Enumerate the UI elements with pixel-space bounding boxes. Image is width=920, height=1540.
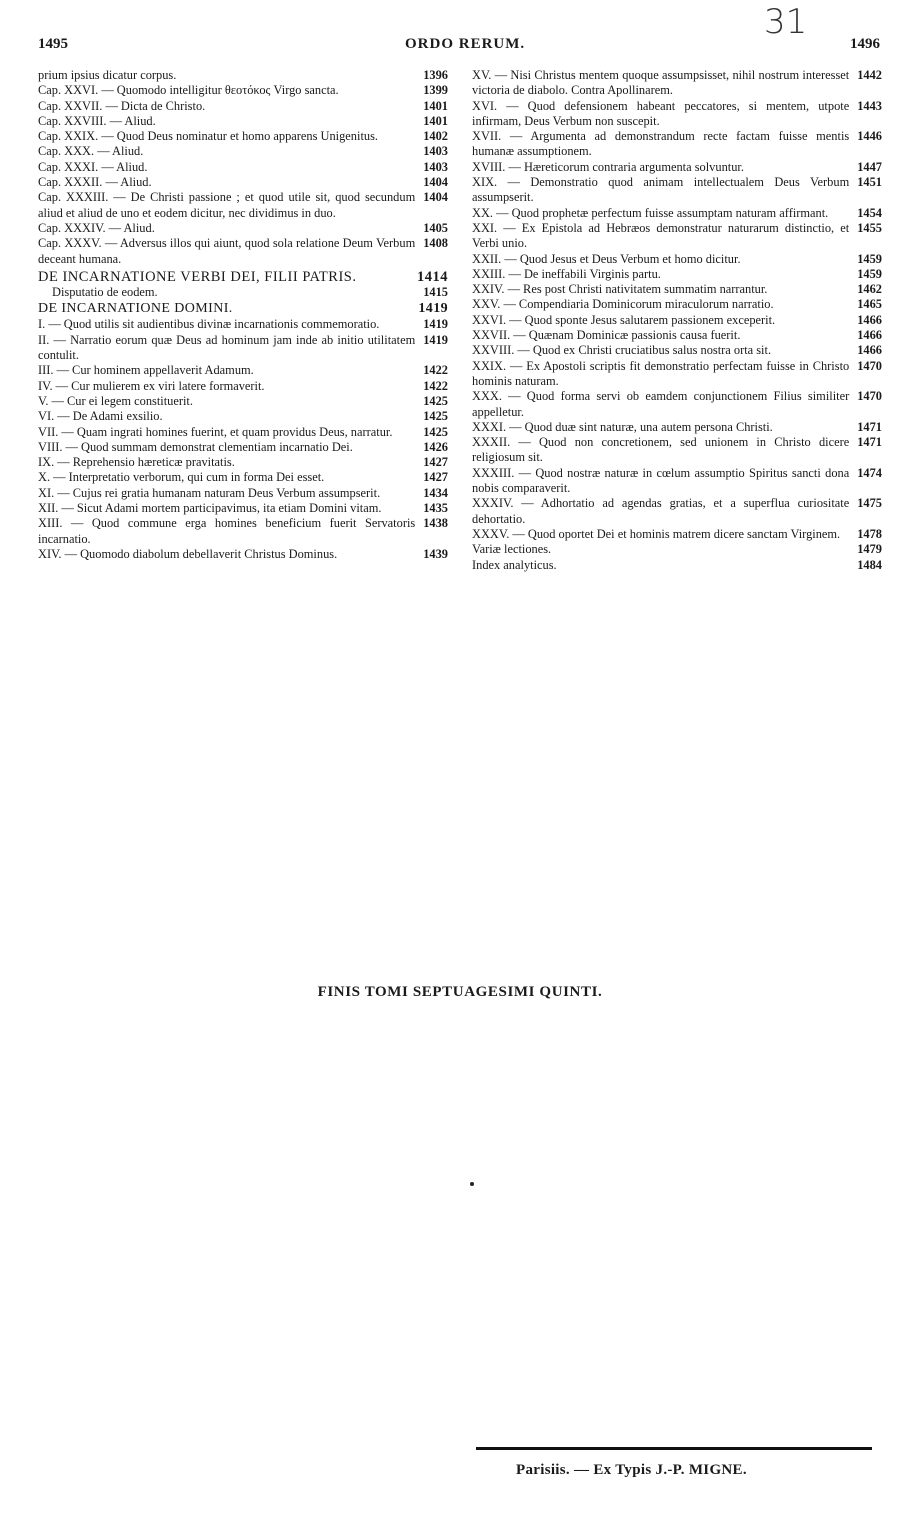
toc-entry	[38, 160, 448, 175]
toc-page-number: 1401	[423, 98, 448, 113]
toc-entry-text: XX. — Quod prophetæ perfectum fuisse assumptam naturam affirmant.	[472, 205, 829, 220]
toc-entry	[38, 301, 448, 316]
toc-entry	[38, 501, 448, 516]
toc-entry	[38, 547, 448, 562]
toc-page-number: 1459	[857, 251, 882, 266]
toc-page-number: 1425	[423, 409, 448, 424]
toc-page-number: 1427	[423, 470, 448, 485]
toc-entry-text: XII. — Sicut Adami mortem participavimus, ita etiam Domini vitam.	[38, 501, 382, 516]
toc-entry-text: XXVIII. — Quod ex Christi cruciatibus salus nostra orta sit.	[472, 343, 772, 358]
toc-page-number: 1471	[857, 419, 882, 434]
toc-entry	[38, 394, 448, 409]
printer-imprint: Parisiis. — Ex Typis J.-P. MIGNE.	[516, 1462, 747, 1478]
toc-entry	[38, 470, 448, 485]
toc-page-number: 1419	[418, 301, 448, 317]
toc-entry-text: IX. — Reprehensio hæreticæ pravitatis.	[38, 455, 235, 470]
toc-entry	[472, 496, 882, 527]
toc-entry	[472, 99, 882, 130]
toc-entry	[38, 114, 448, 129]
toc-entry-text: Cap. XXXIII. — De Christi passione ; et quod utile sit, quod secundum aliud et aliud de uno et eodem dicitur, nec dividimus in duo.	[38, 190, 416, 220]
toc-page-number: 1471	[857, 435, 882, 450]
toc-entry-text: Cap. XXXIV. — Aliud.	[38, 220, 155, 235]
toc-entry	[38, 379, 448, 394]
toc-entry	[38, 190, 448, 221]
toc-entry-text: XXX. — Quod forma servi ob eamdem conjunctionem Filius similiter appelletur.	[472, 389, 850, 419]
toc-page-number: 1479	[857, 542, 882, 557]
toc-page-number: 1425	[423, 424, 448, 439]
toc-entry-text: VIII. — Quod summam demonstrat clementiam incarnatio Dei.	[38, 439, 353, 454]
toc-entry-text: XXXI. — Quod duæ sint naturæ, una autem persona Christi.	[472, 419, 773, 434]
toc-entry	[472, 206, 882, 221]
toc-page-number: 1438	[423, 516, 448, 531]
toc-entry-text: XV. — Nisi Christus mentem quoque assumpsisset, nihil nostrum interesset victoria de diabolo. Contra Apollinarem.	[472, 68, 850, 98]
toc-page-number: 1419	[423, 317, 448, 332]
toc-entry	[472, 542, 882, 557]
toc-page-number: 1466	[857, 312, 882, 327]
toc-entry-text: XIX. — Demonstratio quod animam intellectualem Deus Verbum assumpserit.	[472, 175, 850, 205]
toc-page-number: 1425	[423, 393, 448, 408]
toc-page-number: 1404	[423, 175, 448, 190]
toc-entry-text: Cap. XXXV. — Adversus illos qui aiunt, quod sola relatione Deum Verbum deceant humana.	[38, 236, 416, 266]
toc-page-number: 1396	[423, 68, 448, 82]
toc-entry-text: XVI. — Quod defensionem habeant peccatores, si mentem, utpote infirmam, Deus Verbum non suscepit.	[472, 98, 850, 128]
toc-page-number: 1470	[857, 389, 882, 404]
toc-page-number: 1475	[857, 496, 882, 511]
toc-page-number: 1434	[423, 485, 448, 500]
toc-page-number: 1484	[857, 557, 882, 572]
stray-mark	[470, 1182, 474, 1186]
toc-entry	[38, 236, 448, 267]
imprint-rule	[476, 1447, 872, 1450]
right-column	[472, 68, 882, 573]
toc-page-number: 1447	[857, 159, 882, 174]
toc-entry	[38, 486, 448, 501]
toc-entry-text: XVII. — Argumenta ad demonstrandum recte factam fuisse mentis humanæ assumptionem.	[472, 129, 850, 159]
toc-entry-text: X. — Interpretatio verborum, qui cum in forma Dei esset.	[38, 470, 325, 485]
toc-entry-text: Cap. XXVI. — Quomodo intelligitur θεοτόκος Virgo sancta.	[38, 83, 339, 98]
toc-page-number: 1414	[417, 268, 448, 285]
toc-page-number: 1466	[857, 343, 882, 358]
toc-entry-text: III. — Cur hominem appellaverit Adamum.	[38, 363, 254, 378]
toc-page-number: 1454	[857, 205, 882, 220]
toc-entry	[38, 269, 448, 285]
toc-entry-text: XXIX. — Ex Apostoli scriptis fit demonstratio perfectam fuisse in Christo hominis naturam.	[472, 358, 850, 388]
toc-entry-text: XXVII. — Quænam Dominicæ passionis causa fuerit.	[472, 328, 741, 343]
running-header	[38, 36, 880, 56]
toc-page-number: 1426	[423, 439, 448, 454]
toc-entry	[472, 252, 882, 267]
toc-entry-text: XXIV. — Res post Christi nativitatem summatim narrantur.	[472, 282, 768, 297]
toc-page-number: 1466	[857, 328, 882, 343]
toc-entry	[38, 516, 448, 547]
toc-page-number: 1439	[423, 546, 448, 561]
toc-entry	[38, 129, 448, 144]
toc-entry-text: Cap. XXVIII. — Aliud.	[38, 113, 156, 128]
toc-entry	[472, 221, 882, 252]
toc-page-number: 1455	[857, 220, 882, 235]
toc-entry	[472, 175, 882, 206]
toc-entry	[472, 527, 882, 542]
toc-entry	[472, 129, 882, 160]
finis-line: FINIS TOMI SEPTUAGESIMI QUINTI.	[317, 984, 603, 1000]
toc-entry-text: I. — Quod utilis sit audientibus divinæ incarnationis commemoratio.	[38, 317, 380, 332]
toc-page-number: 1474	[857, 465, 882, 480]
toc-entry-text: Cap. XXX. — Aliud.	[38, 144, 144, 159]
toc-page-number: 1427	[423, 455, 448, 470]
toc-entry	[38, 285, 448, 300]
right-page-number: 1496	[850, 36, 880, 52]
toc-page-number: 1404	[423, 190, 448, 205]
toc-entry-text: DE INCARNATIONE VERBI DEI, FILII PATRIS.	[38, 268, 357, 285]
toc-entry-text: XI. — Cujus rei gratia humanam naturam Deus Verbum assumpserit.	[38, 485, 381, 500]
left-page-number: 1495	[38, 36, 68, 52]
running-title: ORDO RERUM.	[405, 36, 526, 52]
toc-entry-text: Cap. XXVII. — Dicta de Christo.	[38, 98, 206, 113]
toc-entry	[472, 558, 882, 573]
toc-entry-text: V. — Cur ei legem constituerit.	[38, 393, 193, 408]
toc-page-number: 1442	[857, 68, 882, 82]
toc-page-number: 1462	[857, 282, 882, 297]
toc-page-number: 1419	[423, 332, 448, 347]
toc-entry-text: XVIII. — Hæreticorum contraria argumenta solvuntur.	[472, 159, 744, 174]
toc-entry-text: XXXIII. — Quod nostræ naturæ in cœlum assumptio Spiritus sancti dona nobis comparaverit.	[472, 465, 850, 496]
toc-entry	[472, 267, 882, 282]
toc-entry	[472, 359, 882, 390]
toc-entry	[38, 425, 448, 440]
toc-page-number: 1443	[857, 98, 882, 113]
toc-entry-text: Cap. XXIX. — Quod Deus nominatur et homo apparens Unigenitus.	[38, 129, 378, 144]
toc-page-number: 1459	[857, 266, 882, 281]
toc-page-number: 1408	[423, 236, 448, 251]
left-column	[38, 68, 448, 562]
toc-entry-text: IV. — Cur mulierem ex viri latere formaverit.	[38, 378, 265, 393]
toc-entry	[472, 297, 882, 312]
toc-entry	[38, 455, 448, 470]
toc-entry	[472, 313, 882, 328]
toc-entry-text: XXXV. — Quod oportet Dei et hominis matrem dicere sanctam Virginem.	[472, 526, 841, 541]
toc-entry	[38, 99, 448, 114]
toc-page-number: 1470	[857, 358, 882, 373]
toc-entry	[472, 420, 882, 435]
toc-page-number: 1415	[423, 284, 448, 299]
handwritten-page-number: 31	[764, 2, 808, 42]
toc-entry	[38, 144, 448, 159]
toc-entry	[38, 68, 448, 83]
toc-page-number: 1422	[423, 378, 448, 393]
toc-page-number: 1435	[423, 501, 448, 516]
toc-entry-text: DE INCARNATIONE DOMINI.	[38, 301, 233, 317]
toc-entry-text: XXVI. — Quod sponte Jesus salutarem passionem exceperit.	[472, 312, 776, 327]
toc-entry	[472, 389, 882, 420]
toc-entry-text: XXV. — Compendiaria Dominicorum miraculorum narratio.	[472, 297, 774, 312]
toc-entry-text: XIII. — Quod commune erga homines beneficium fuerit Servatoris incarnatio.	[38, 516, 416, 546]
toc-page-number: 1403	[423, 144, 448, 159]
toc-entry	[38, 83, 448, 98]
toc-page-number: 1403	[423, 159, 448, 174]
toc-entry	[472, 328, 882, 343]
toc-entry-text: XXXII. — Quod non concretionem, sed unionem in Christo dicere religiosum sit.	[472, 435, 850, 465]
toc-entry-text: VII. — Quam ingrati homines fuerint, et quam providus Deus, narratur.	[38, 424, 393, 439]
toc-entry	[38, 440, 448, 455]
toc-page-number: 1478	[857, 526, 882, 541]
toc-page-number: 1465	[857, 297, 882, 312]
toc-entry	[472, 68, 882, 99]
toc-entry	[38, 317, 448, 332]
toc-entry-text: Index analyticus.	[472, 557, 557, 572]
toc-entry-text: Cap. XXXI. — Aliud.	[38, 159, 148, 174]
toc-entry-text: XXXIV. — Adhortatio ad agendas gratias, et a superflua curiositate dehortatio.	[472, 496, 850, 526]
toc-entry	[38, 175, 448, 190]
toc-page-number: 1405	[423, 220, 448, 235]
toc-entry	[472, 435, 882, 466]
toc-page-number: 1399	[423, 83, 448, 98]
toc-entry-text: XIV. — Quomodo diabolum debellaverit Christus Dominus.	[38, 546, 338, 561]
toc-entry-text: prium ipsius dicatur corpus.	[38, 68, 177, 82]
toc-entry	[472, 282, 882, 297]
toc-entry	[472, 466, 882, 497]
toc-entry	[38, 333, 448, 364]
toc-entry-text: Variæ lectiones.	[472, 542, 552, 557]
toc-entry	[38, 409, 448, 424]
toc-entry-text: XXIII. — De ineffabili Virginis partu.	[472, 266, 661, 281]
toc-entry-text: XXII. — Quod Jesus et Deus Verbum et homo dicitur.	[472, 251, 741, 266]
toc-page-number: 1422	[423, 363, 448, 378]
toc-entry	[472, 160, 882, 175]
toc-entry-text: Cap. XXXII. — Aliud.	[38, 175, 152, 190]
toc-entry-text: II. — Narratio eorum quæ Deus ad hominum jam inde ab initio utilitatem contulit.	[38, 332, 416, 363]
toc-entry-text: XXI. — Ex Epistola ad Hebræos demonstratur naturarum distinctio, et Verbi unio.	[472, 220, 850, 251]
toc-page-number: 1446	[857, 129, 882, 144]
toc-entry	[38, 363, 448, 378]
toc-entry-text: Disputatio de eodem.	[52, 284, 158, 299]
toc-entry	[472, 343, 882, 358]
toc-page-number: 1401	[423, 113, 448, 128]
toc-page-number: 1451	[857, 175, 882, 190]
toc-entry	[38, 221, 448, 236]
toc-entry-text: VI. — De Adami exsilio.	[38, 409, 163, 424]
toc-page-number: 1402	[423, 129, 448, 144]
